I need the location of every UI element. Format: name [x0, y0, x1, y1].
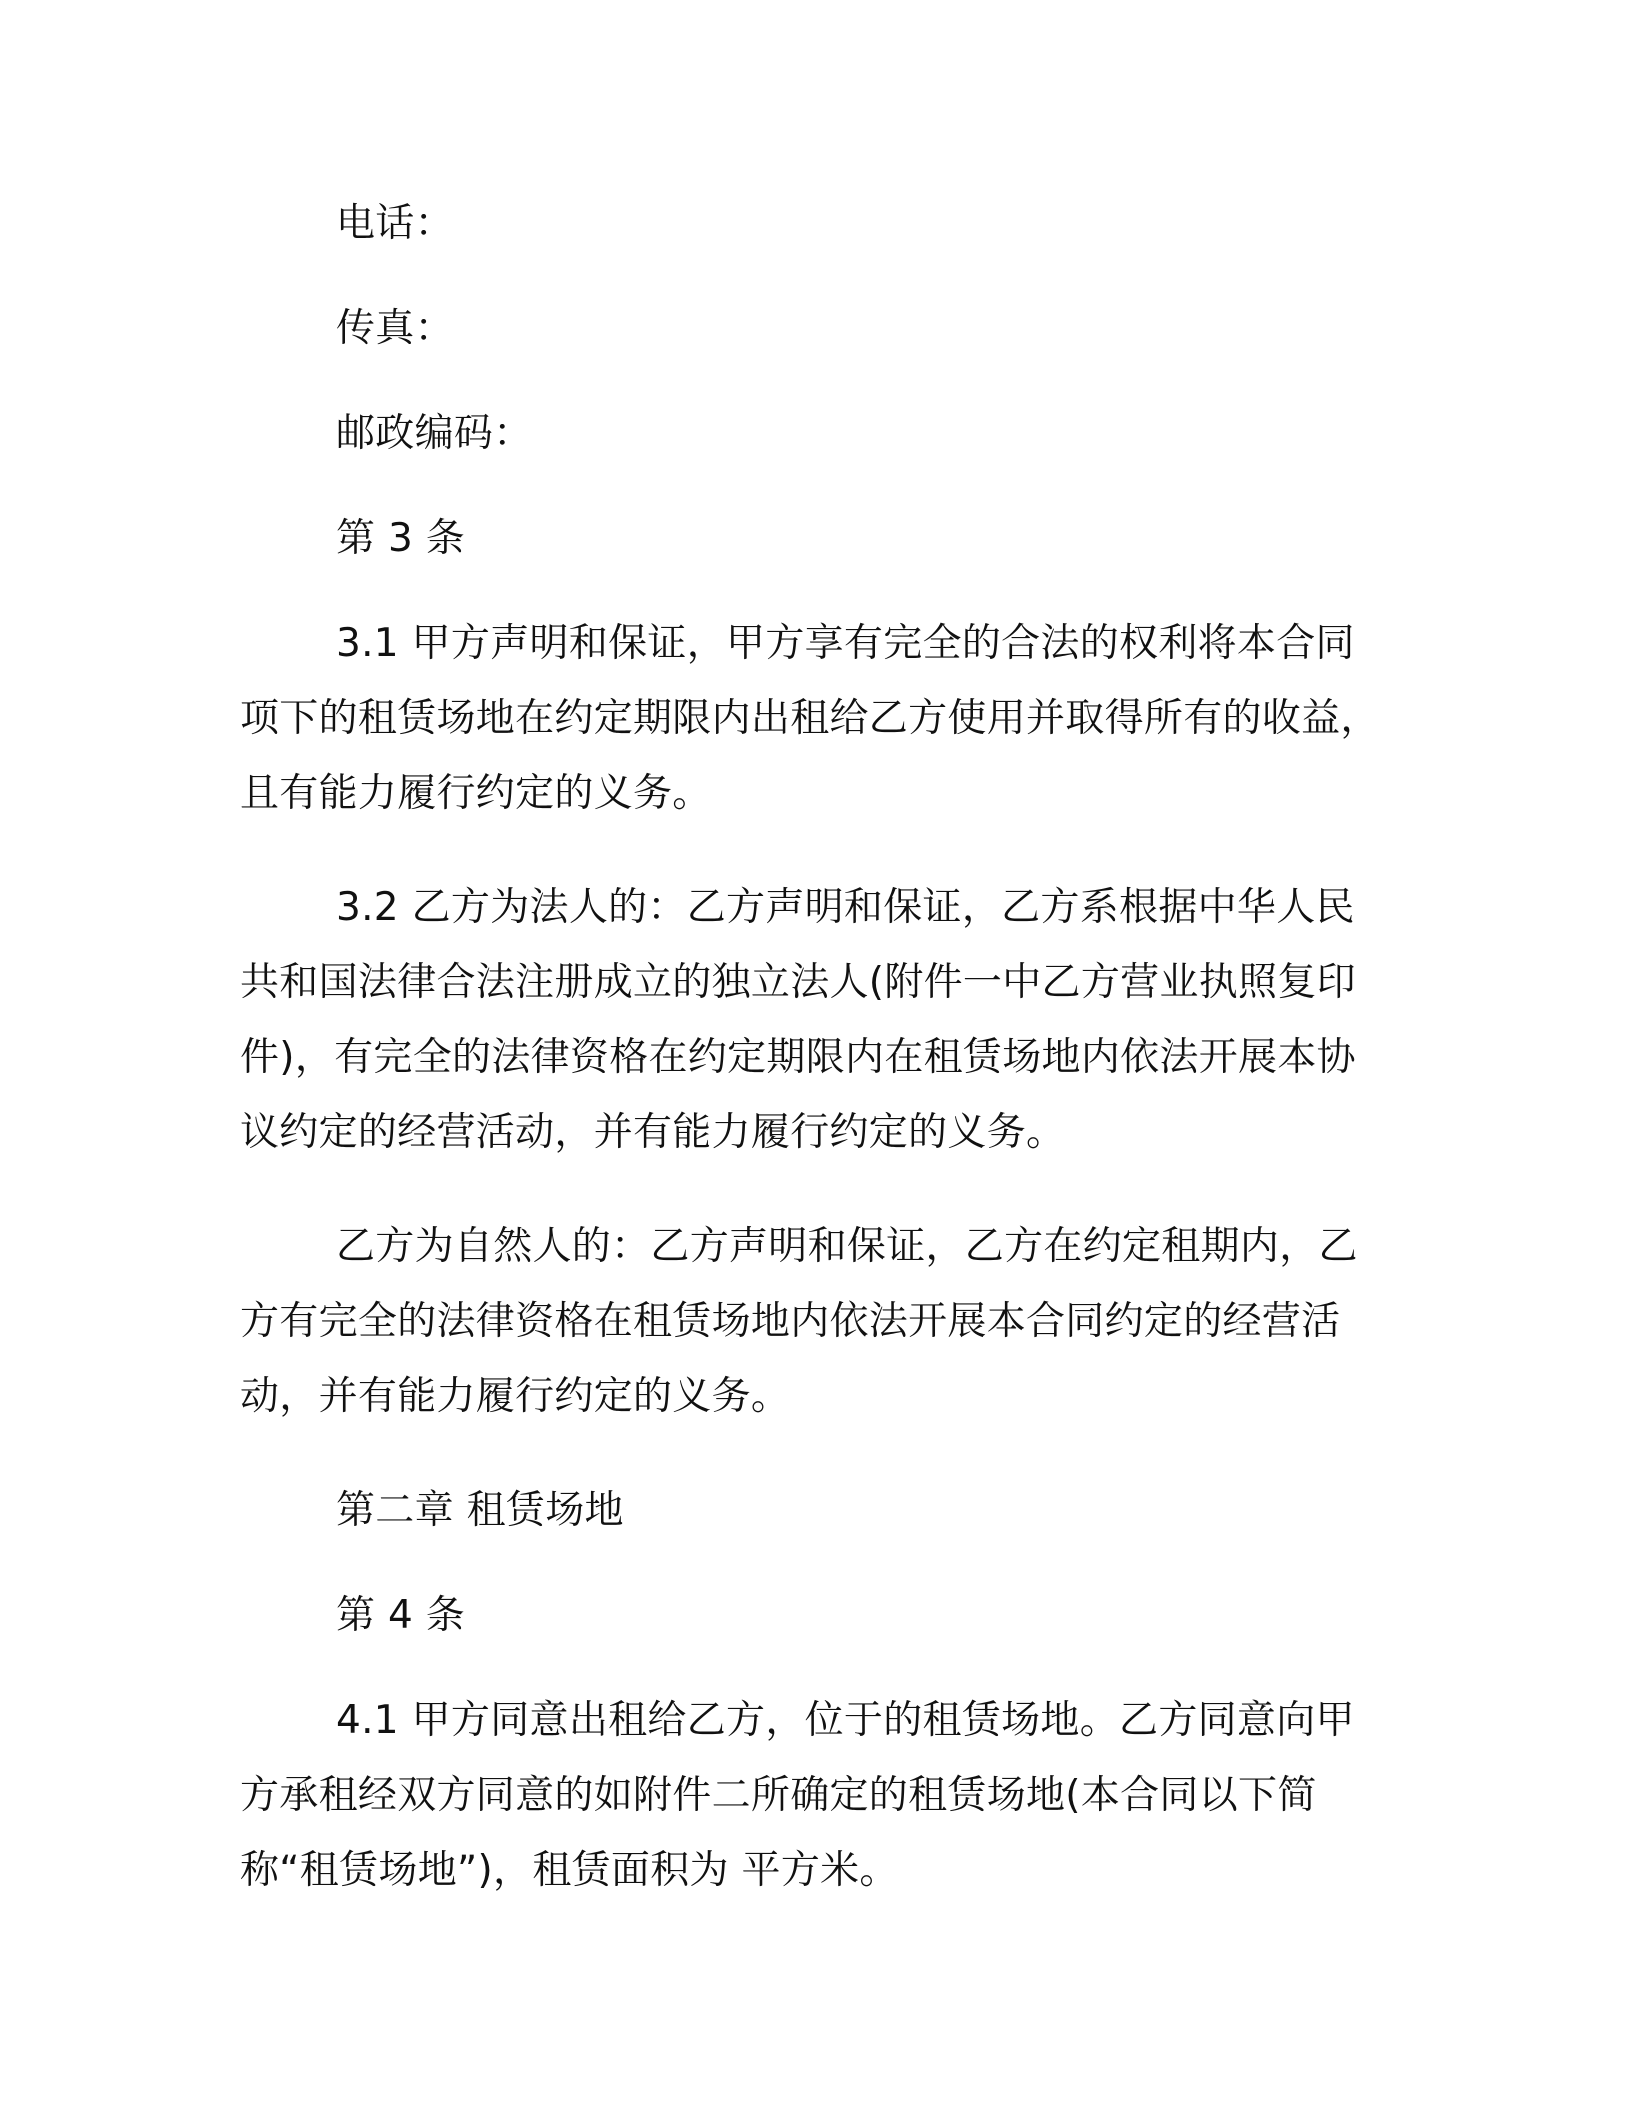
- clause-3-2: 3.2 乙方为法人的：乙方声明和保证，乙方系根据中华人民共和国法律合法注册成立的独立法人(附件一中乙方营业执照复印件)，有完全的法律资格在约定期限内在租赁场地内依法开展本协议约定的经营活动，并有能力履行约定的义务。: [240, 885, 1356, 1155]
- clause-3-1: 3.1 甲方声明和保证，甲方享有完全的合法的权利将本合同项下的租赁场地在约定期限内出租给乙方使用并取得所有的收益，且有能力履行约定的义务。: [240, 621, 1380, 816]
- article-3-heading: 第 3 条: [336, 516, 466, 561]
- fax-label: 传真：: [336, 306, 454, 351]
- article-4-heading: 第 4 条: [336, 1593, 466, 1638]
- clause-4-1: 4.1 甲方同意出租给乙方，位于的租赁场地。乙方同意向甲方承租经双方同意的如附件二所确定的租赁场地(本合同以下简称“租赁场地”)，租赁面积为 平方米。: [240, 1698, 1355, 1893]
- clause-natural-person: 乙方为自然人的：乙方声明和保证，乙方在约定租期内，乙方有完全的法律资格在租赁场地内依法开展本合同约定的经营活动，并有能力履行约定的义务。: [240, 1224, 1358, 1419]
- document-body: [240, 186, 1385, 1947]
- chapter-2-heading: 第二章 租赁场地: [336, 1488, 624, 1533]
- phone-label: 电话：: [336, 201, 454, 246]
- postal-code-label: 邮政编码：: [336, 411, 533, 456]
